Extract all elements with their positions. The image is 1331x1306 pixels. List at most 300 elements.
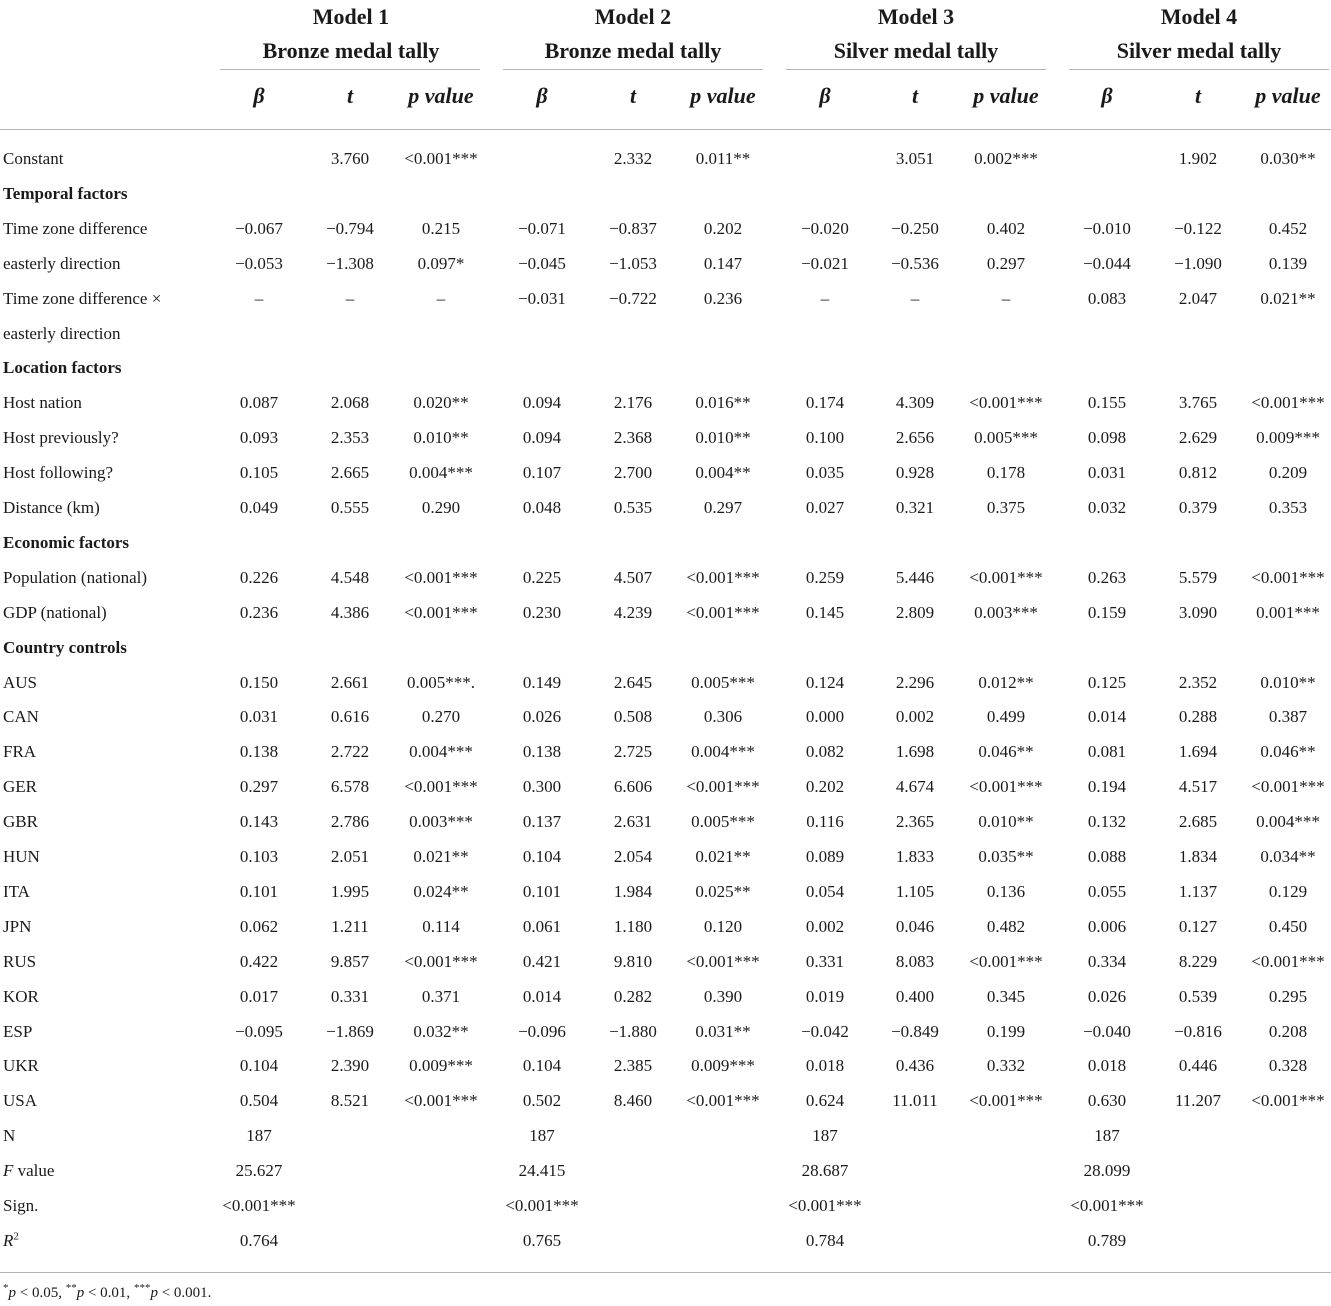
value-cell: 0.226 <box>239 567 279 587</box>
value-cell: 0.101 <box>522 881 562 901</box>
value-cell: 0.104 <box>239 1056 279 1076</box>
value-cell <box>951 1223 1061 1258</box>
model-4-dependent: Silver medal tally <box>1116 38 1282 63</box>
value-cell: 0.087 <box>239 393 279 413</box>
value-cell: 2.054 <box>613 847 653 866</box>
value-cell: 0.031** <box>695 1021 751 1041</box>
value-cell: 0.502 <box>522 1091 562 1111</box>
value-cell: <0.001*** <box>1251 951 1325 971</box>
value-cell: −0.021 <box>801 253 849 273</box>
row-label: F value <box>3 1161 55 1181</box>
value-cell <box>951 1188 1061 1223</box>
value-cell: 0.062 <box>239 916 279 936</box>
table-row <box>0 455 1331 490</box>
value-cell: 0.331 <box>805 951 845 971</box>
value-cell: 0.390 <box>703 986 743 1006</box>
value-cell: 0.145 <box>805 602 845 622</box>
row-label: Sign. <box>3 1196 39 1215</box>
value-cell: 0.021** <box>695 847 751 866</box>
value-cell: 0.400 <box>895 986 935 1006</box>
value-cell: 0.018 <box>1087 1056 1127 1076</box>
value-cell: 0.297 <box>239 777 279 797</box>
value-cell: 8.083 <box>895 951 935 971</box>
value-cell: 0.025** <box>695 881 751 901</box>
value-cell: 0.120 <box>703 916 743 936</box>
value-cell: 11.011 <box>892 1091 938 1111</box>
value-cell: 0.004*** <box>1256 812 1320 832</box>
subheader-p-value: p value <box>408 83 474 108</box>
row-label: Host following? <box>3 463 114 483</box>
value-cell: 0.331 <box>330 986 370 1006</box>
value-cell: 0.018 <box>805 1056 845 1076</box>
value-cell: 4.239 <box>613 602 653 622</box>
row-label: GER <box>3 777 37 797</box>
value-cell: 0.030** <box>1260 149 1316 168</box>
value-cell: 8.460 <box>613 1091 653 1111</box>
value-cell: −0.044 <box>1083 253 1131 273</box>
row-label: RUS <box>3 951 37 971</box>
value-cell: 1.694 <box>1178 742 1218 762</box>
table-row <box>0 1188 1331 1223</box>
table-row <box>0 1048 1331 1083</box>
value-cell <box>386 1153 496 1188</box>
value-cell: −0.122 <box>1174 218 1222 238</box>
value-cell: 0.105 <box>239 463 279 483</box>
value-cell: 0.353 <box>1268 498 1308 517</box>
value-cell <box>386 316 496 351</box>
value-cell: 0.508 <box>613 707 653 727</box>
value-cell: 1.698 <box>895 742 935 762</box>
value-cell: 2.332 <box>613 149 653 168</box>
section-header-row <box>0 630 1331 665</box>
value-cell: 0.094 <box>522 393 562 413</box>
value-cell: 0.061 <box>522 916 562 936</box>
value-cell: 0.789 <box>1087 1230 1127 1250</box>
value-cell: – <box>1001 288 1011 308</box>
value-cell <box>1233 316 1331 351</box>
value-cell: 0.107 <box>522 463 562 483</box>
value-cell: 0.209 <box>1268 463 1308 483</box>
value-cell: 0.031 <box>239 707 279 727</box>
value-cell: <0.001*** <box>505 1196 579 1215</box>
value-cell: 0.215 <box>421 218 461 238</box>
value-cell: 0.765 <box>522 1230 562 1250</box>
value-cell: 0.010** <box>413 428 469 448</box>
value-cell: 9.857 <box>330 951 370 971</box>
row-label: easterly direction <box>3 323 121 343</box>
row-label: ITA <box>3 881 30 901</box>
row-label: JPN <box>3 916 32 936</box>
subheader-beta: β <box>1101 83 1113 108</box>
value-cell: 0.009*** <box>691 1056 755 1076</box>
value-cell: 0.297 <box>986 253 1026 273</box>
value-cell: 0.035 <box>805 463 845 483</box>
subheader-t: t <box>629 83 637 108</box>
value-cell: <0.001*** <box>1251 777 1325 797</box>
section-header-row <box>0 350 1331 385</box>
value-cell: <0.001*** <box>686 602 760 622</box>
model-2-header <box>502 0 764 66</box>
value-cell: <0.001*** <box>1251 567 1325 587</box>
value-cell: 0.436 <box>895 1056 935 1076</box>
value-cell: 0.297 <box>703 498 743 517</box>
section-header-row <box>0 525 1331 560</box>
value-cell: −0.816 <box>1174 1021 1222 1041</box>
value-cell: 0.101 <box>239 881 279 901</box>
value-cell: 0.138 <box>522 742 562 762</box>
section-header-row <box>0 176 1331 211</box>
value-cell: −0.837 <box>609 218 657 238</box>
value-cell: 0.194 <box>1087 777 1127 797</box>
value-cell: 0.026 <box>1087 986 1127 1006</box>
value-cell: 0.630 <box>1087 1091 1127 1111</box>
value-cell: 0.002 <box>805 916 845 936</box>
value-cell: −1.090 <box>1174 253 1222 273</box>
model-1-name: Model 1 <box>312 4 390 29</box>
section-label: Country controls <box>3 637 127 657</box>
table-row <box>0 734 1331 769</box>
value-cell: 0.021** <box>413 847 469 866</box>
table-row <box>0 1153 1331 1188</box>
value-cell: 2.656 <box>895 428 935 448</box>
value-cell: 0.035** <box>978 847 1034 866</box>
table-row <box>0 1014 1331 1049</box>
row-label: Constant <box>3 149 64 168</box>
value-cell: 187 <box>1094 1126 1120 1146</box>
value-cell: 6.606 <box>613 777 653 797</box>
value-cell: 0.139 <box>1268 253 1308 273</box>
row-label: GBR <box>3 812 38 832</box>
value-cell: 0.012** <box>978 672 1034 692</box>
value-cell: <0.001*** <box>969 951 1043 971</box>
value-cell: <0.001*** <box>404 567 478 587</box>
row-label: Host previously? <box>3 428 119 448</box>
value-cell: 0.098 <box>1087 428 1127 448</box>
value-cell: 0.208 <box>1268 1021 1308 1041</box>
value-cell: 3.765 <box>1178 393 1218 413</box>
value-cell: <0.001*** <box>404 149 478 168</box>
value-cell: 0.001*** <box>1256 602 1320 622</box>
value-cell: 0.812 <box>1178 463 1218 483</box>
value-cell: −0.250 <box>891 218 939 238</box>
table-row <box>0 769 1331 804</box>
value-cell: – <box>254 288 264 308</box>
value-cell: – <box>345 288 355 308</box>
table-row <box>0 420 1331 455</box>
value-cell: <0.001*** <box>1070 1196 1144 1215</box>
value-cell <box>386 1223 496 1258</box>
value-cell: 0.138 <box>239 742 279 762</box>
value-cell: 0.236 <box>703 288 743 308</box>
value-cell: 0.093 <box>239 428 279 448</box>
value-cell: −1.869 <box>326 1021 374 1041</box>
value-cell <box>668 1188 778 1223</box>
value-cell: 2.661 <box>330 672 370 692</box>
value-cell: – <box>820 288 830 308</box>
value-cell: 3.051 <box>895 149 935 168</box>
value-cell: 4.517 <box>1178 777 1218 797</box>
value-cell: <0.001*** <box>686 567 760 587</box>
footer-rule <box>0 1272 1331 1273</box>
value-cell: 1.211 <box>331 916 369 936</box>
subheader-t: t <box>346 83 354 108</box>
value-cell: 0.784 <box>805 1230 845 1250</box>
row-label: USA <box>3 1091 38 1111</box>
value-cell: 0.263 <box>1087 567 1127 587</box>
value-cell: −0.053 <box>235 253 283 273</box>
value-cell: 0.125 <box>1087 672 1127 692</box>
section-label: Economic factors <box>3 532 130 552</box>
value-cell: 0.046** <box>978 742 1034 762</box>
table-row <box>0 1118 1331 1153</box>
value-cell: 0.345 <box>986 986 1026 1006</box>
value-cell: 2.368 <box>613 428 653 448</box>
value-cell: −0.040 <box>1083 1021 1131 1041</box>
value-cell: 0.132 <box>1087 812 1127 832</box>
value-cell: 0.174 <box>805 393 845 413</box>
value-cell: 1.902 <box>1178 149 1218 168</box>
value-cell: 28.687 <box>801 1161 849 1181</box>
row-label: GDP (national) <box>3 602 107 622</box>
value-cell: 0.000 <box>805 707 845 727</box>
value-cell: 0.236 <box>239 602 279 622</box>
value-cell: 0.178 <box>986 463 1026 483</box>
table-row <box>0 839 1331 874</box>
value-cell: 2.786 <box>330 812 370 832</box>
subheader-t: t <box>911 83 919 108</box>
value-cell: <0.001*** <box>404 777 478 797</box>
value-cell: <0.001*** <box>222 1196 296 1215</box>
value-cell: 2.700 <box>613 463 653 483</box>
value-cell: −0.067 <box>235 218 283 238</box>
value-cell: 0.446 <box>1178 1056 1218 1076</box>
value-cell: 0.230 <box>522 602 562 622</box>
model-3-rule <box>786 69 1046 70</box>
value-cell: −0.095 <box>235 1021 283 1041</box>
value-cell: 0.159 <box>1087 602 1127 622</box>
value-cell: 2.685 <box>1178 812 1218 832</box>
value-cell: 0.009*** <box>409 1056 473 1076</box>
value-cell: 2.809 <box>895 602 935 622</box>
value-cell: 0.002 <box>895 707 935 727</box>
value-cell: 0.270 <box>421 707 461 727</box>
value-cell: 187 <box>529 1126 555 1146</box>
value-cell: 2.047 <box>1178 288 1218 308</box>
value-cell <box>668 1153 778 1188</box>
value-cell: 8.521 <box>330 1091 370 1111</box>
value-cell: 0.014 <box>522 986 562 1006</box>
value-cell: 4.674 <box>895 777 935 797</box>
value-cell: 0.003*** <box>409 812 473 832</box>
row-label: easterly direction <box>3 253 121 273</box>
value-cell <box>386 1188 496 1223</box>
value-cell: 0.046** <box>1260 742 1316 762</box>
row-label: FRA <box>3 742 37 762</box>
value-cell: 0.104 <box>522 847 562 866</box>
row-label: HUN <box>3 847 40 866</box>
value-cell: 9.810 <box>613 951 653 971</box>
value-cell: 2.365 <box>895 812 935 832</box>
table-row <box>0 490 1331 525</box>
value-cell: 0.083 <box>1087 288 1127 308</box>
value-cell: −1.053 <box>609 253 657 273</box>
value-cell: 0.010** <box>695 428 751 448</box>
table-row <box>0 281 1331 316</box>
value-cell: 0.024** <box>413 881 469 901</box>
section-label: Temporal factors <box>3 183 128 203</box>
value-cell: −0.045 <box>518 253 566 273</box>
value-cell: 0.147 <box>703 253 743 273</box>
table-row <box>0 804 1331 839</box>
value-cell: 0.094 <box>522 428 562 448</box>
model-3-dependent: Silver medal tally <box>833 38 999 63</box>
value-cell: 0.124 <box>805 672 845 692</box>
value-cell: 0.555 <box>330 498 370 517</box>
value-cell: <0.001*** <box>969 393 1043 413</box>
model-2-rule <box>503 69 763 70</box>
value-cell: 0.136 <box>986 881 1026 901</box>
value-cell: 0.450 <box>1268 916 1308 936</box>
value-cell: 0.321 <box>895 498 935 517</box>
value-cell: 0.306 <box>703 707 743 727</box>
value-cell: 0.027 <box>805 498 845 517</box>
row-label: Time zone difference × <box>3 288 162 308</box>
value-cell: 0.021** <box>1260 288 1316 308</box>
value-cell: 0.104 <box>522 1056 562 1076</box>
value-cell: 0.055 <box>1087 881 1127 901</box>
value-cell: 2.051 <box>330 847 370 866</box>
value-cell: 11.207 <box>1174 1091 1222 1111</box>
table-row <box>0 1083 1331 1118</box>
value-cell <box>1233 1188 1331 1223</box>
value-cell: 0.539 <box>1178 986 1218 1006</box>
value-cell: 1.180 <box>613 916 653 936</box>
value-cell: −1.308 <box>326 253 374 273</box>
value-cell: −0.536 <box>891 253 939 273</box>
significance-footnote: *p < 0.05, **p < 0.01, ***p < 0.001. <box>3 1282 212 1301</box>
value-cell: 4.386 <box>330 602 370 622</box>
value-cell: 0.764 <box>239 1230 279 1250</box>
value-cell: <0.001*** <box>1251 1091 1325 1111</box>
value-cell: 0.005*** <box>691 812 755 832</box>
header-rule <box>0 129 1331 130</box>
value-cell: 2.631 <box>613 812 653 832</box>
value-cell: 0.005***. <box>407 672 475 692</box>
row-label: KOR <box>3 986 39 1006</box>
value-cell <box>951 1118 1061 1153</box>
value-cell: 0.004*** <box>409 742 473 762</box>
value-cell: <0.001*** <box>686 777 760 797</box>
value-cell <box>951 316 1061 351</box>
value-cell: 0.387 <box>1268 707 1308 727</box>
value-cell: <0.001*** <box>1251 393 1325 413</box>
value-cell: <0.001*** <box>969 777 1043 797</box>
value-cell <box>951 1153 1061 1188</box>
value-cell: 0.010** <box>978 812 1034 832</box>
value-cell: −0.010 <box>1083 218 1131 238</box>
row-label: $R^2$ <box>3 1230 19 1250</box>
model-1-dependent: Bronze medal tally <box>262 38 440 63</box>
value-cell: 0.002*** <box>974 149 1038 168</box>
value-cell: 0.143 <box>239 812 279 832</box>
value-cell: 0.088 <box>1087 847 1127 866</box>
value-cell: 0.032** <box>413 1021 469 1041</box>
value-cell: 0.379 <box>1178 498 1218 517</box>
value-cell: 0.375 <box>986 498 1026 517</box>
row-label: AUS <box>3 672 38 692</box>
value-cell: 3.090 <box>1178 602 1218 622</box>
row-label: N <box>3 1126 16 1146</box>
value-cell: 2.390 <box>330 1056 370 1076</box>
value-cell: 1.984 <box>613 881 653 901</box>
value-cell: <0.001*** <box>969 1091 1043 1111</box>
value-cell: 0.290 <box>421 498 461 517</box>
value-cell: 0.421 <box>522 951 562 971</box>
value-cell: 0.202 <box>805 777 845 797</box>
value-cell: 25.627 <box>235 1161 283 1181</box>
subheader-beta: β <box>253 83 265 108</box>
value-cell: 2.722 <box>330 742 370 762</box>
value-cell: 0.100 <box>805 428 845 448</box>
value-cell: 0.282 <box>613 986 653 1006</box>
model-2-name: Model 2 <box>594 4 672 29</box>
value-cell: 0.009*** <box>1256 428 1320 448</box>
subheader-t: t <box>1194 83 1202 108</box>
value-cell: 0.328 <box>1268 1056 1308 1076</box>
model-1-header <box>220 0 482 66</box>
value-cell: 0.504 <box>239 1091 279 1111</box>
value-cell: 0.114 <box>422 916 460 936</box>
value-cell: 1.995 <box>330 881 370 901</box>
value-cell: 0.334 <box>1087 951 1127 971</box>
value-cell: 0.422 <box>239 951 279 971</box>
value-cell: 0.288 <box>1178 707 1218 727</box>
value-cell: 24.415 <box>518 1161 566 1181</box>
value-cell: −0.096 <box>518 1021 566 1041</box>
value-cell: 0.020** <box>413 393 469 413</box>
value-cell: 4.507 <box>613 567 653 587</box>
row-label: Host nation <box>3 393 82 413</box>
value-cell: – <box>436 288 446 308</box>
table-row <box>0 874 1331 909</box>
value-cell: <0.001*** <box>788 1196 862 1215</box>
value-cell: 3.760 <box>330 149 370 168</box>
value-cell: <0.001*** <box>404 1091 478 1111</box>
value-cell: 0.150 <box>239 672 279 692</box>
table-row <box>0 141 1331 176</box>
value-cell: – <box>910 288 920 308</box>
table-row <box>0 595 1331 630</box>
row-label: CAN <box>3 707 39 727</box>
value-cell: 0.010** <box>1260 672 1316 692</box>
value-cell: 0.014 <box>1087 707 1127 727</box>
value-cell: 2.645 <box>613 672 653 692</box>
value-cell: 4.548 <box>330 567 370 587</box>
value-cell: 0.031 <box>1087 463 1127 483</box>
value-cell: <0.001*** <box>686 1091 760 1111</box>
value-cell: −0.031 <box>518 288 566 308</box>
model-2-dependent: Bronze medal tally <box>544 38 722 63</box>
value-cell: <0.001*** <box>404 602 478 622</box>
table-row <box>0 385 1331 420</box>
model-4-rule <box>1069 69 1329 70</box>
value-cell: 0.046 <box>895 916 935 936</box>
subheader-beta: β <box>819 83 831 108</box>
model-4-name: Model 4 <box>1160 4 1238 29</box>
value-cell: 0.155 <box>1087 393 1127 413</box>
value-cell: 187 <box>812 1126 838 1146</box>
value-cell: 187 <box>246 1126 272 1146</box>
